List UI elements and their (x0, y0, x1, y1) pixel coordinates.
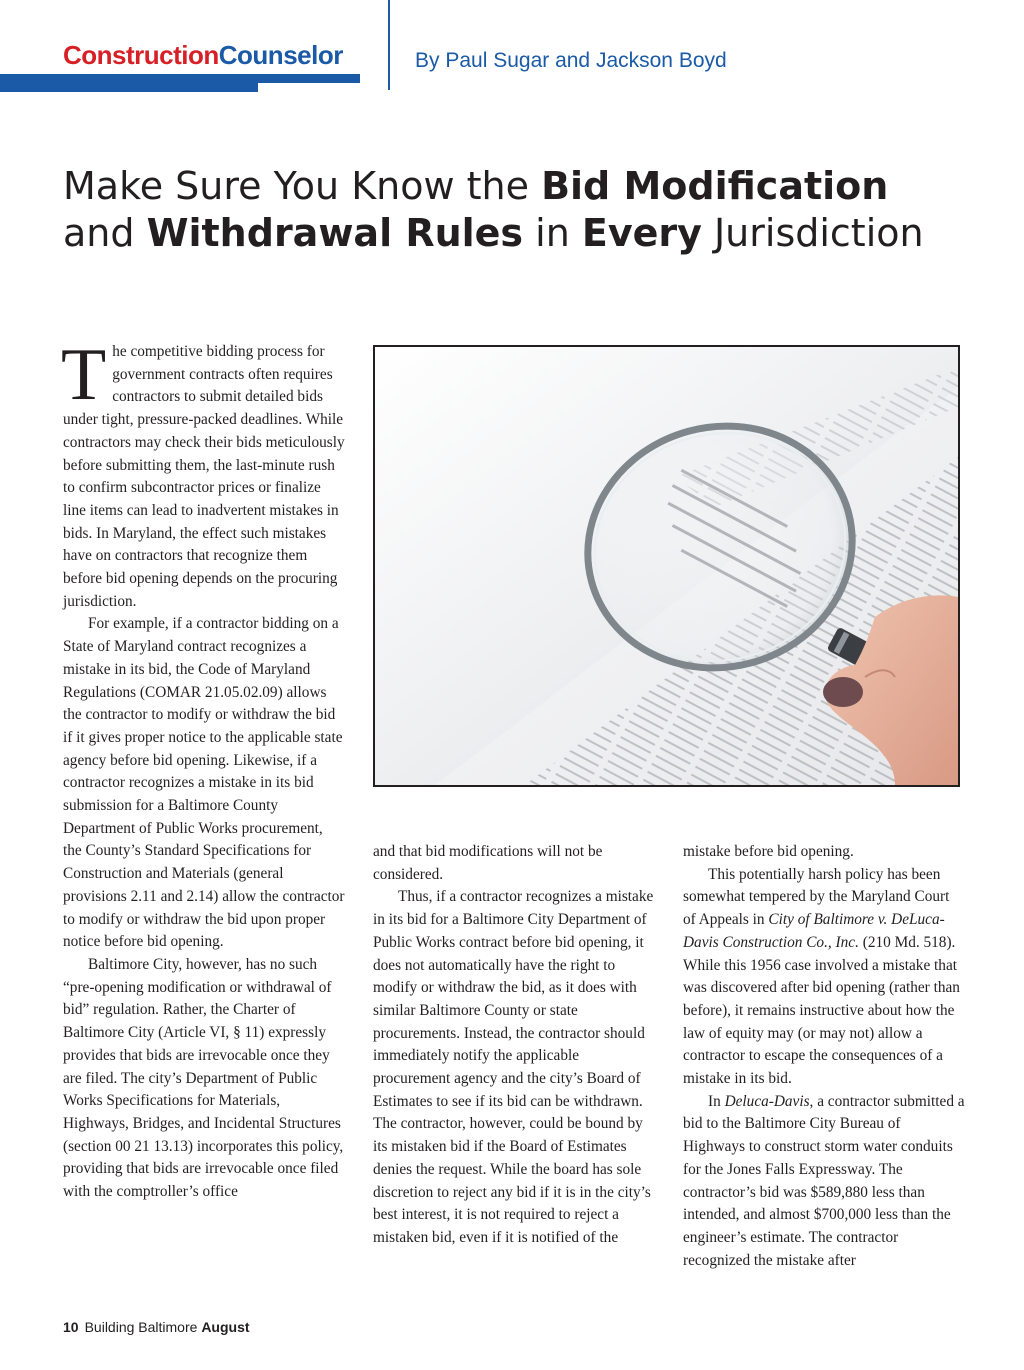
headline-emphasis: Bid Modification (541, 164, 889, 208)
headline-text: in (523, 211, 582, 255)
header-rule-long (0, 74, 360, 83)
publication-name: Building Baltimore (84, 1319, 198, 1335)
paragraph-text: he competitive bidding process for government contracts often requires contractors to submit detailed bids under tight, pressure-packed deadlines. While contractors may check their bids meticulously before submitting them, the last-minute rush to confirm subcontractor prices or finalize line items can lead to inadvertent mistakes in bids. In Maryland, the effect such mistakes have on contractors that recognize them before bid opening depends on the procuring jurisdiction. (63, 343, 345, 610)
header-divider (388, 0, 390, 90)
article-headline (63, 163, 983, 257)
case-citation: City of Baltimore v. DeLuca-Davis Construction Co., Inc. (683, 911, 945, 951)
paragraph: mistake before bid opening. (683, 843, 854, 860)
issue-month: August (201, 1319, 250, 1335)
paragraph-text: , a contractor submitted a bid to the Baltimore City Bureau of Highways to construct storm water conduits for the Jones Falls Expressway. The contractor’s bid was $589,880 less than intended, and almost $700,000 less than the engineer’s estimate. The contractor recognized the mistake after (683, 1092, 965, 1269)
header-rule-short (0, 83, 258, 92)
magnifying-glass-photo (373, 345, 960, 787)
headline-emphasis: Every (581, 211, 702, 255)
page-footer (63, 1320, 250, 1334)
column-brand (63, 42, 343, 68)
magnifying-glass-icon (375, 347, 958, 785)
paragraph (683, 1091, 965, 1273)
paragraph-text: This potentially harsh policy has been somewhat tempered by the Maryland Court of Appeals in (683, 865, 950, 929)
article-column-3 (683, 841, 965, 1272)
page-number: 10 (63, 1319, 79, 1335)
headline-text: Make Sure You Know the (63, 164, 542, 208)
paragraph: and that bid modifications will not be considered. (373, 843, 603, 883)
article-column-2 (373, 841, 655, 1250)
byline: By Paul Sugar and Jackson Boyd (415, 49, 727, 72)
drop-cap: T (61, 334, 107, 416)
headline-text: Jurisdiction (701, 211, 924, 255)
case-citation: Deluca-Davis (724, 1092, 810, 1110)
headline-text: and (63, 211, 147, 255)
paragraph (683, 864, 965, 1091)
paragraph: For example, if a contractor bidding on a State of Maryland contract recognizes a mistake in its bid, the Code of Maryland Regulations (COMAR 21.05.02.09) allows the contractor to modify or withdraw the bid if it gives proper notice to the applicable state agency before bid opening. Likewise, if a contractor recognizes a mistake in its bid submission for a Baltimore County Department of Public Works procurement, the County’s Standard Specifications for Construction and Materials (general provisions 2.11 and 2.14) allow the contractor to modify or withdraw the bid upon proper notice before bid opening. (63, 615, 345, 951)
brand-counselor: Counselor (218, 40, 343, 70)
paragraph-text: In (708, 1092, 725, 1110)
paragraph (61, 334, 345, 613)
paragraph: Baltimore City, however, has no such “pre-opening modification or withdrawal of bid” regulation. Rather, the Charter of Baltimore City (Article VI, § 11) expressly provides that bids are irrevocable once they are filed. The city’s Department of Public Works Specifications for Materials, Highways, Bridges, and Incidental Structures (section 00 21 13.13) incorporates this policy, providing that bids are irrevocable once filed with the comptroller’s office (63, 955, 344, 1201)
headline-emphasis: Withdrawal Rules (146, 211, 524, 255)
brand-construction: Construction (63, 40, 219, 70)
paragraph: Thus, if a contractor recognizes a mistake in its bid for a Baltimore City Department of Public Works contract before bid opening, it does not automatically have the right to modify or withdraw the bid, as it does with similar Baltimore County or state procurements. Instead, the contractor should immediately notify the applicable procurement agency and the city’s Board of Estimates to see if its bid can be withdrawn. The contractor, however, could be bound by its mistaken bid if the Board of Estimates denies the request. While the board has sole discretion to reject any bid if it is in the city’s best interest, it is not required to reject a mistaken bid, even if it is notified of the (373, 888, 654, 1246)
paragraph-text: (210 Md. 518). While this 1956 case involved a mistake that was discovered after bid opening (rather than before), it remains instructive about how the law of equity may (or may not) allow a contractor to escape the consequences of a mistake in its bid. (683, 933, 960, 1088)
article-column-1 (61, 334, 345, 1204)
